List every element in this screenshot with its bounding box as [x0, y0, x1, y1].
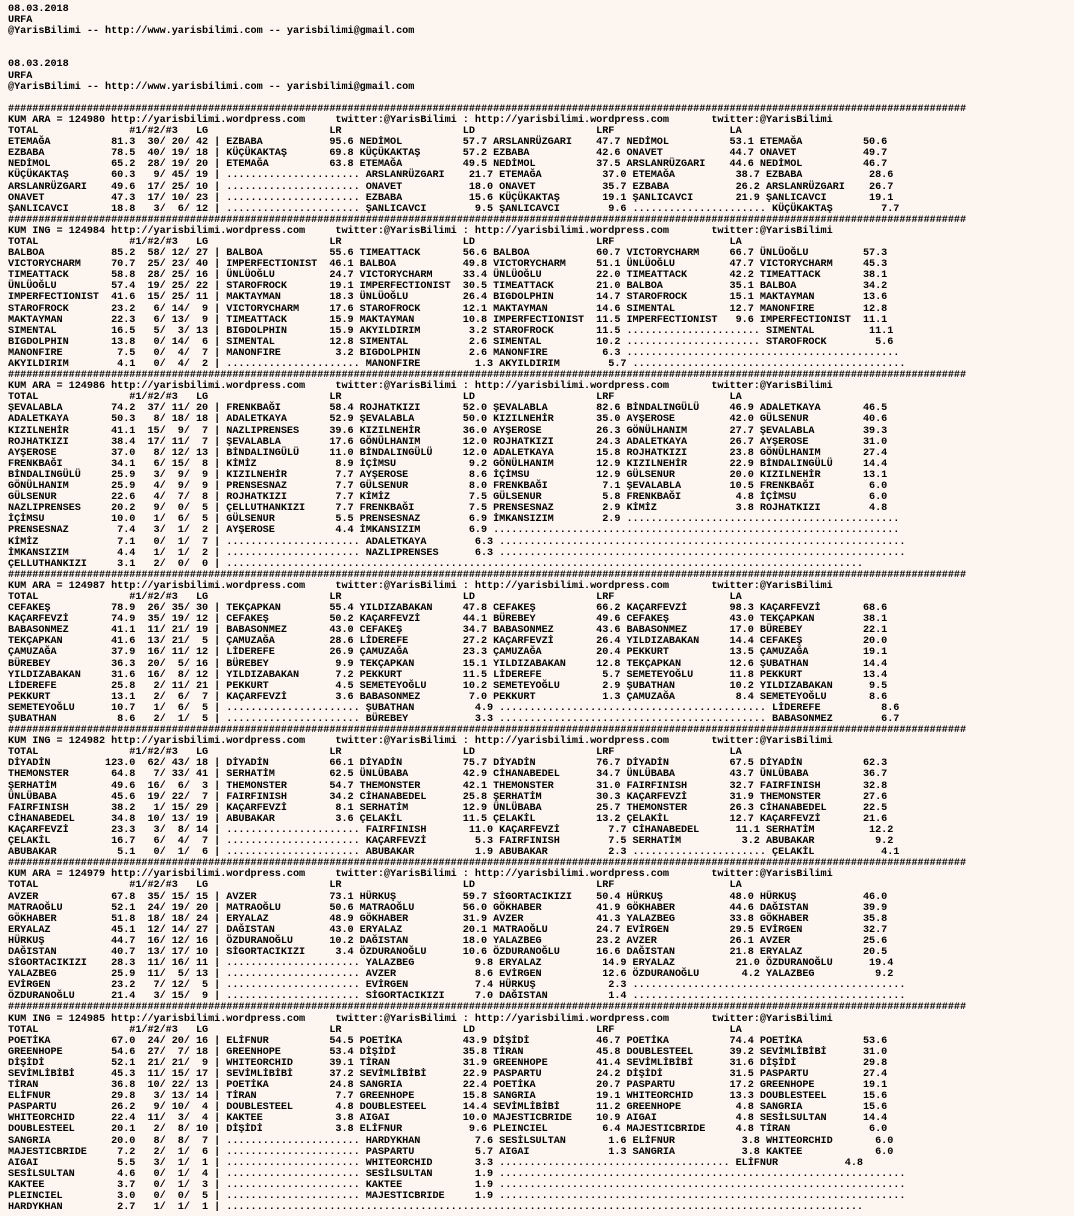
horse-row: ŞERHATİM 49.6 16/ 6/ 3 | THEMONSTER 54.7 THEMONSTER 42.1 THEMONSTER 31.0 FAIRFINISH 32.7 FAIRFINISH 32.8	[8, 780, 888, 792]
horse-row: TİRAN 36.8 10/ 22/ 13 | POETİKA 24.8 SANGRIA 22.4 POETİKA 20.7 PASPARTU 17.2 GREENHOPE 19.1	[8, 1080, 888, 1092]
horse-row: EVİRGEN 23.2 7/ 12/ 5 | ...................... EVİRGEN 7.4 HÜRKUŞ 2.3 .............................................	[8, 980, 906, 992]
horse-row: KAÇARFEVZİ 74.9 35/ 19/ 12 | CEFAKEŞ 50.2 KAÇARFEVZİ 44.1 BÜREBEY 49.6 CEFAKEŞ 43.0 TEKÇAPKAN 38.1	[8, 614, 888, 626]
horse-row: GÖNÜLHANIM 25.9 4/ 9/ 9 | PRENSESNAZ 7.7 GÜLSENUR 8.0 FRENKBAĞI 7.1 ŞEVALABLA 10.5 FRENKBAĞI 6.0	[8, 481, 888, 493]
horse-row: PASPARTU 26.2 9/ 10/ 4 | DOUBLESTEEL 4.8 DOUBLESTEEL 14.4 SEVİMLİBİBİ 11.2 GREENHOPE 4.8 SANGRIA 15.6	[8, 1102, 888, 1114]
horse-row: THEMONSTER 64.8 7/ 33/ 41 | SERHATİM 62.5 ÜNLÜBABA 42.9 CİHANABEDEL 34.7 ÜNLÜBABA 43.7 ÜNLÜBABA 36.7	[8, 769, 888, 781]
horse-row: SİGORTACIKIZI 28.3 11/ 16/ 11 | ...................... YALAZBEG 9.8 ERYALAZ 14.9 ERYALAZ 21.0 ÖZDURANOĞLU 19.4	[8, 958, 894, 970]
horse-row: DAĞISTAN 40.7 13/ 17/ 10 | SİGORTACIKIZI 3.4 ÖZDURANOĞLU 10.6 ÖZDURANOĞLU 16.6 DAĞISTAN 21.8 ERYALAZ 20.5	[8, 946, 888, 958]
horse-row: ONAVET 47.3 17/ 10/ 23 | ...................... EZBABA 15.6 KÜÇÜKAKTAŞ 19.1 ŞANLICAVCI 21.9 ŞANLICAVCI 19.1	[8, 192, 894, 204]
horse-row: SEMETEYOĞLU 10.7 1/ 6/ 5 | ...................... ŞUBATHAN 4.9 ............................................ LİDEREFE 8.6	[8, 702, 900, 714]
horse-row: TIMEATTACK 58.8 28/ 25/ 16 | ÜNLÜOĞLU 24.7 VICTORYCHARM 33.4 ÜNLÜOĞLU 22.0 TIMEATTACK 42.2 TIMEATTACK 38.1	[8, 270, 888, 282]
horse-row: BALBOA 85.2 58/ 12/ 27 | BALBOA 55.6 TIMEATTACK 56.6 BALBOA 60.7 VICTORYCHARM 66.7 ÜNLÜOĞLU 57.3	[8, 248, 888, 260]
horse-row: ŞEVALABLA 74.2 37/ 11/ 20 | FRENKBAĞI 58.4 ROJHATKIZI 52.0 ŞEVALABLA 82.6 BİNDALINGÜLÜ 46.9 ADALETKAYA 46.5	[8, 403, 888, 415]
horse-row: MAKTAYMAN 22.3 6/ 13/ 9 | TIMEATTACK 15.9 MAKTAYMAN 10.8 IMPERFECTIONIST 11.5 IMPERFECTIONIST 9.6 IMPERFECTIONIST 11.1	[8, 314, 888, 326]
horse-row: ERYALAZ 45.1 12/ 14/ 27 | DAĞISTAN 43.0 ERYALAZ 20.1 MATRAOĞLU 24.7 EVİRGEN 29.5 EVİRGEN 32.7	[8, 924, 888, 936]
horse-row: ETEMAĞA 81.3 30/ 20/ 42 | EZBABA 95.6 NEDİMOL 57.7 ARSLANRÜZGARI 47.7 NEDİMOL 53.1 ETEMAĞA 50.6	[8, 137, 888, 149]
horse-row: ÜNLÜBABA 45.6 19/ 22/ 7 | FAIRFINISH 34.2 CİHANABEDEL 25.8 ŞERHATİM 30.3 KAÇARFEVZİ 31.9 THEMONSTER 27.6	[8, 791, 888, 803]
horse-row: KÜÇÜKAKTAŞ 60.3 9/ 45/ 19 | ...................... ARSLANRÜZGARI 21.7 ETEMAĞA 37.0 ETEMAĞA 38.7 EZBABA 28.6	[8, 170, 894, 182]
horse-row: YILDIZABAKAN 31.6 16/ 8/ 12 | YILDIZABAKAN 7.2 PEKKURT 11.5 LİDEREFE 5.7 SEMETEYOĞLU 11.8 PEKKURT 13.4	[8, 669, 888, 681]
horse-row: LİDEREFE 25.8 2/ 11/ 21 | PEKKURT 4.5 SEMETEYOĞLU 10.2 SEMETEYOĞLU 2.9 ŞUBATHAN 10.2 YILDIZABAKAN 9.5	[8, 680, 888, 692]
horse-row: DOUBLESTEEL 20.1 2/ 8/ 10 | DİŞİDİ 3.8 ELİFNUR 9.6 PLEINCIEL 6.4 MAJESTICBRIDE 4.8 TİRAN 6.0	[8, 1124, 888, 1136]
header-line: 08.03.2018	[8, 59, 69, 71]
column-header-line: TOTAL #1/#2/#3 LG LR LD LRF LA	[8, 747, 742, 759]
horse-row: ÜNLÜOĞLU 57.4 19/ 25/ 22 | STAROFROCK 19.1 IMPERFECTIONIST 30.5 TIMEATTACK 21.0 BALBOA 35.1 BALBOA 34.2	[8, 281, 888, 293]
horse-row: WHITEORCHID 22.4 11/ 3/ 4 | KAKTEE 3.8 AIGAI 10.0 MAJESTICBRIDE 10.9 AIGAI 4.8 SESİLSULTAN 14.4	[8, 1113, 888, 1125]
horse-row: GÜLSENUR 22.6 4/ 7/ 8 | ROJHATKIZI 7.7 KİMİZ 7.5 GÜLSENUR 5.8 FRENKBAĞI 4.8 İÇİMSU 6.0	[8, 492, 888, 504]
race-title-line: KUM ING = 124985 http://yarisbilimi.wordpress.com twitter:@YarisBilimi : http://yarisbilimi.wordpress.com twitter:@YarisBilimi	[8, 1013, 833, 1025]
horse-row: POETİKA 67.0 24/ 20/ 16 | ELİFNUR 54.5 POETİKA 43.9 DİŞİDİ 46.7 POETİKA 74.4 POETİKA 53.6	[8, 1035, 888, 1047]
horse-row: DİŞİDİ 52.1 21/ 21/ 9 | WHITEORCHID 39.1 TİRAN 31.9 GREENHOPE 41.4 SEVİMLİBİBİ 31.6 DİŞİDİ 29.8	[8, 1057, 888, 1069]
column-header-line: TOTAL #1/#2/#3 LG LR LD LRF LA	[8, 1024, 742, 1036]
race-title-line: KUM ARA = 124980 http://yarisbilimi.wordpress.com twitter:@YarisBilimi : http://yarisbilimi.wordpress.com twitter:@YarisBilimi	[8, 114, 833, 126]
horse-row: KAKTEE 3.7 0/ 1/ 3 | ...................... KAKTEE 1.9 ...................................................................	[8, 1179, 906, 1191]
horse-row: EZBABA 78.5 40/ 19/ 18 | KÜÇÜKAKTAŞ 69.8 KÜÇÜKAKTAŞ 57.2 EZBABA 42.6 ONAVET 44.7 ONAVET 49.7	[8, 148, 888, 160]
horse-row: FRENKBAĞI 34.1 6/ 15/ 8 | KİMİZ 8.9 İÇİMSU 9.2 GÖNÜLHANIM 12.9 KIZILNEHİR 22.9 BİNDALINGÜLÜ 14.4	[8, 458, 888, 470]
horse-row: STAROFROCK 23.2 6/ 14/ 9 | VICTORYCHARM 17.6 STAROFROCK 12.1 MAKTAYMAN 14.6 SIMENTAL 12.7 MANONFIRE 12.8	[8, 303, 888, 315]
horse-row: ADALETKAYA 50.3 8/ 18/ 18 | ADALETKAYA 52.9 ŞEVALABLA 50.0 KIZILNEHİR 35.0 AYŞEROSE 42.0 GÜLSENUR 40.6	[8, 414, 888, 426]
horse-row: PRENSESNAZ 7.4 3/ 1/ 2 | AYŞEROSE 4.4 İMKANSIZIM 6.9 ...................................................................	[8, 525, 900, 537]
horse-row: AKYILDIRIM 4.1 0/ 4/ 2 | ...................... MANONFIRE 1.3 AKYILDIRIM 5.7 .............................................	[8, 359, 906, 370]
horse-row: ARSLANRÜZGARI 49.6 17/ 25/ 10 | ...................... ONAVET 18.0 ONAVET 35.7 EZBABA 26.2 ARSLANRÜZGARI 26.7	[8, 181, 894, 193]
horse-row: AIGAI 5.5 3/ 1/ 1 | ...................... WHITEORCHID 3.3 ...................................... ELİFNUR 4.8	[8, 1157, 863, 1169]
header-line: @YarisBilimi -- http://www.yarisbilimi.com -- yarisbilimi@gmail.com	[8, 81, 415, 93]
horse-row: SESİLSULTAN 4.6 0/ 1/ 4 | ...................... SESİLSULTAN 1.9 ...................................................................	[8, 1168, 906, 1180]
horse-row: DİYADİN 123.0 62/ 43/ 18 | DİYADİN 66.1 DİYADİN 75.7 DİYADİN 76.7 DİYADİN 67.5 DİYADİN 62.3	[8, 758, 888, 770]
horse-row: ÖZDURANOĞLU 21.4 3/ 15/ 9 | ...................... SİGORTACIKIZI 7.0 DAĞISTAN 1.4 .............................................	[8, 991, 906, 1003]
race-title-line: KUM ING = 124982 http://yarisbilimi.wordpress.com twitter:@YarisBilimi : http://yarisbilimi.wordpress.com twitter:@YarisBilimi	[8, 736, 833, 748]
race-title-line: KUM ARA = 124979 http://yarisbilimi.wordpress.com twitter:@YarisBilimi : http://yarisbilimi.wordpress.com twitter:@YarisBilimi	[8, 869, 833, 881]
header-line: 08.03.2018	[8, 4, 69, 15]
horse-row: PEKKURT 13.1 2/ 6/ 7 | KAÇARFEVZİ 3.6 BABASONMEZ 7.0 PEKKURT 1.3 ÇAMUZAĞA 8.4 SEMETEYOĞLU 8.6	[8, 691, 888, 703]
horse-row: CEFAKEŞ 78.9 26/ 35/ 30 | TEKÇAPKAN 55.4 YILDIZABAKAN 47.8 CEFAKEŞ 66.2 KAÇARFEVZİ 98.3 KAÇARFEVZİ 68.6	[8, 603, 888, 615]
horse-row: KİMİZ 7.1 0/ 1/ 7 | ...................... ADALETKAYA 6.3 ...................................................................	[8, 536, 906, 548]
separator-line: ##############################################################################################################################################################	[8, 103, 967, 115]
horse-row: ELİFNUR 29.8 3/ 13/ 14 | TİRAN 7.7 GREENHOPE 15.8 SANGRIA 19.1 WHITEORCHID 13.3 DOUBLESTEEL 15.6	[8, 1091, 888, 1103]
horse-row: ŞANLICAVCI 18.8 3/ 6/ 12 | ...................... ŞANLICAVCI 9.5 ŞANLICAVCI 9.6 ...................... KÜÇÜKAKTAŞ 7.7	[8, 203, 900, 215]
horse-row: NAZLIPRENSES 20.2 9/ 0/ 5 | ÇELLUTHANKIZI 7.7 FRENKBAĞI 7.5 PRENSESNAZ 2.9 KİMİZ 3.8 ROJHATKIZI 4.8	[8, 503, 888, 515]
horse-row: TEKÇAPKAN 41.6 13/ 21/ 5 | ÇAMUZAĞA 28.6 LİDEREFE 27.2 KAÇARFEVZİ 26.4 YILDIZABAKAN 14.4 CEFAKEŞ 20.0	[8, 636, 888, 648]
horse-row: GÖKHABER 51.8 18/ 18/ 24 | ERYALAZ 48.9 GÖKHABER 31.9 AVZER 41.3 YALAZBEG 33.8 GÖKHABER 35.8	[8, 913, 888, 925]
horse-row: NEDİMOL 65.2 28/ 19/ 20 | ETEMAĞA 63.8 ETEMAĞA 49.5 NEDİMOL 37.5 ARSLANRÜZGARI 44.6 NEDİMOL 46.7	[8, 159, 888, 171]
horse-row: YALAZBEG 25.9 11/ 5/ 13 | ...................... AVZER 8.6 EVİRGEN 12.6 ÖZDURANOĞLU 4.2 YALAZBEG 9.2	[8, 969, 894, 981]
horse-row: CİHANABEDEL 34.8 10/ 13/ 19 | ABUBAKAR 3.6 ÇELAKİL 11.5 ÇELAKİL 13.2 ÇELAKİL 12.7 KAÇARFEVZİ 21.6	[8, 813, 888, 825]
column-header-line: TOTAL #1/#2/#3 LG LR LD LRF LA	[8, 880, 742, 892]
horse-row: KAÇARFEVZİ 23.3 3/ 8/ 14 | ...................... FAIRFINISH 11.0 KAÇARFEVZİ 7.7 CİHANABEDEL 11.1 SERHATİM 12.2	[8, 824, 894, 836]
horse-row: BIGDOLPHIN 13.8 0/ 14/ 6 | SIMENTAL 12.8 SIMENTAL 2.6 SIMENTAL 10.2 ...................... STAROFROCK 5.6	[8, 336, 894, 348]
horse-row: KIZILNEHİR 41.1 15/ 9/ 7 | NAZLIPRENSES 39.6 KIZILNEHİR 36.0 AYŞEROSE 26.3 GÖNÜLHANIM 27.7 ŞEVALABLA 39.3	[8, 425, 888, 437]
column-header-line: TOTAL #1/#2/#3 LG LR LD LRF LA	[8, 392, 742, 404]
horse-row: İMKANSIZIM 4.4 1/ 1/ 2 | ...................... NAZLIPRENSES 6.3 ...................................................................	[8, 547, 906, 559]
separator-line: ##############################################################################################################################################################	[8, 214, 967, 226]
horse-row: VICTORYCHARM 70.7 25/ 23/ 40 | IMPERFECTIONIST 46.1 BALBOA 49.8 VICTORYCHARM 51.1 ÜNLÜOĞLU 47.7 VICTORYCHARM 45.3	[8, 259, 888, 271]
column-header-line: TOTAL #1/#2/#3 LG LR LD LRF LA	[8, 591, 742, 603]
horse-row: SANGRIA 20.0 8/ 8/ 7 | ...................... HARDYKHAN 7.6 SESİLSULTAN 1.6 ELİFNUR 3.8 WHITEORCHID 6.0	[8, 1135, 894, 1147]
horse-row: ÇAMUZAĞA 37.9 16/ 11/ 12 | LİDEREFE 26.9 ÇAMUZAĞA 23.3 ÇAMUZAĞA 20.4 PEKKURT 13.5 ÇAMUZAĞA 19.1	[8, 647, 888, 659]
horse-row: AYŞEROSE 37.0 8/ 12/ 13 | BİNDALINGÜLÜ 11.0 BİNDALINGÜLÜ 12.0 ADALETKAYA 15.8 ROJHATKIZI 23.8 GÖNÜLHANIM 27.4	[8, 447, 888, 459]
horse-row: HARDYKHAN 2.7 1/ 1/ 1 | .........................................................................................................	[8, 1202, 863, 1214]
column-header-line: TOTAL #1/#2/#3 LG LR LD LRF LA	[8, 236, 742, 248]
separator-line: ##############################################################################################################################################################	[8, 1002, 967, 1014]
horse-row: ROJHATKIZI 38.4 17/ 11/ 7 | ŞEVALABLA 17.6 GÖNÜLHANIM 12.0 ROJHATKIZI 24.3 ADALETKAYA 26.7 AYŞEROSE 31.0	[8, 436, 888, 448]
horse-row: SIMENTAL 16.5 5/ 3/ 13 | BIGDOLPHIN 15.9 AKYILDIRIM 3.2 STAROFROCK 11.5 ...................... SIMENTAL 11.1	[8, 325, 894, 337]
horse-row: ABUBAKAR 5.1 0/ 1/ 6 | ...................... ABUBAKAR 1.9 ABUBAKAR 2.3 ...................... ÇELAKİL 4.1	[8, 847, 900, 859]
header-line: URFA	[8, 15, 33, 27]
horse-row: BÜREBEY 36.3 20/ 5/ 16 | BÜREBEY 9.9 TEKÇAPKAN 15.1 YILDIZABAKAN 12.8 TEKÇAPKAN 12.6 ŞUBATHAN 14.4	[8, 658, 888, 670]
horse-row: MAJESTICBRIDE 7.2 2/ 1/ 6 | ...................... PASPARTU 5.7 AIGAI 1.3 SANGRIA 3.8 KAKTEE 6.0	[8, 1146, 894, 1158]
horse-row: MATRAOĞLU 52.1 24/ 19/ 20 | MATRAOĞLU 50.6 MATRAOĞLU 56.0 GÖKHABER 41.9 GÖKHABER 44.6 DAĞISTAN 39.9	[8, 902, 888, 914]
separator-line: ##############################################################################################################################################################	[8, 725, 967, 737]
separator-line: ##############################################################################################################################################################	[8, 858, 967, 870]
race-title-line: KUM ARA = 124986 http://yarisbilimi.wordpress.com twitter:@YarisBilimi : http://yarisbilimi.wordpress.com twitter:@YarisBilimi	[8, 381, 833, 393]
horse-row: ŞUBATHAN 8.6 2/ 1/ 5 | ...................... BÜREBEY 3.3 ............................................ BABASONMEZ 6.7	[8, 714, 900, 725]
horse-row: ÇELAKİL 16.7 6/ 4/ 7 | ...................... KAÇARFEVZİ 5.3 FAIRFINISH 7.5 SERHATİM 3.2 ABUBAKAR 9.2	[8, 836, 894, 848]
horse-row: HÜRKUŞ 44.7 16/ 12/ 16 | ÖZDURANOĞLU 10.2 DAĞISTAN 18.0 YALAZBEG 23.2 AVZER 26.1 AVZER 25.6	[8, 935, 888, 947]
separator-line: ##############################################################################################################################################################	[8, 569, 967, 581]
separator-line: ##############################################################################################################################################################	[8, 370, 967, 382]
header-line: URFA	[8, 70, 33, 82]
header-line: @YarisBilimi -- http://www.yarisbilimi.com -- yarisbilimi@gmail.com	[8, 26, 415, 38]
horse-row: AVZER 67.8 35/ 15/ 15 | AVZER 73.1 HÜRKUŞ 59.7 SİGORTACIKIZI 50.4 HÜRKUŞ 48.0 HÜRKUŞ 46.0	[8, 891, 888, 903]
horse-row: GREENHOPE 54.6 27/ 7/ 18 | GREENHOPE 53.4 DİŞİDİ 35.8 TİRAN 45.8 DOUBLESTEEL 39.2 SEVİMLİBİBİ 31.0	[8, 1046, 888, 1058]
horse-row: MANONFIRE 7.5 0/ 4/ 7 | MANONFIRE 3.2 BIGDOLPHIN 2.6 MANONFIRE 6.3 .............................................	[8, 347, 900, 359]
horse-row: FAIRFINISH 38.2 1/ 15/ 29 | KAÇARFEVZİ 8.1 SERHATİM 12.9 ÜNLÜBABA 25.7 THEMONSTER 26.3 CİHANABEDEL 22.5	[8, 802, 888, 814]
race-title-line: KUM ARA = 124987 http://yarisbilimi.wordpress.com twitter:@YarisBilimi : http://yarisbilimi.wordpress.com twitter:@YarisBilimi	[8, 580, 833, 592]
horse-row: IMPERFECTIONIST 41.6 15/ 25/ 11 | MAKTAYMAN 18.3 ÜNLÜOĞLU 26.4 BIGDOLPHIN 14.7 STAROFROCK 15.1 MAKTAYMAN 13.6	[8, 292, 888, 304]
horse-row: İÇİMSU 10.0 1/ 6/ 5 | GÜLSENUR 5.5 PRENSESNAZ 6.9 İMKANSIZIM 2.9 .............................................	[8, 514, 900, 526]
horse-row: SEVİMLİBİBİ 45.3 11/ 15/ 17 | SEVİMLİBİBİ 37.2 SEVİMLİBİBİ 22.9 PASPARTU 24.2 DİŞİDİ 31.5 PASPARTU 27.4	[8, 1069, 888, 1080]
horse-row: BABASONMEZ 41.1 11/ 21/ 19 | BABASONMEZ 43.0 CEFAKEŞ 34.7 BABASONMEZ 43.6 BABASONMEZ 17.0 BÜREBEY 22.1	[8, 625, 888, 637]
horse-row: BİNDALINGÜLÜ 25.9 3/ 9/ 9 | KIZILNEHİR 7.7 AYŞEROSE 8.6 İÇİMSU 12.9 GÜLSENUR 20.0 KIZILNEHİR 13.1	[8, 469, 888, 481]
column-header-line: TOTAL #1/#2/#3 LG LR LD LRF LA	[8, 126, 742, 138]
horse-row: PLEINCIEL 3.0 0/ 0/ 5 | ...................... MAJESTICBRIDE 1.9 ...................................................................	[8, 1191, 906, 1203]
horse-row: ÇELLUTHANKIZI 3.1 2/ 0/ 0 | .........................................................................................................	[8, 558, 863, 570]
race-title-line: KUM ING = 124984 http://yarisbilimi.wordpress.com twitter:@YarisBilimi : http://yarisbilimi.wordpress.com twitter:@YarisBilimi	[8, 225, 833, 237]
